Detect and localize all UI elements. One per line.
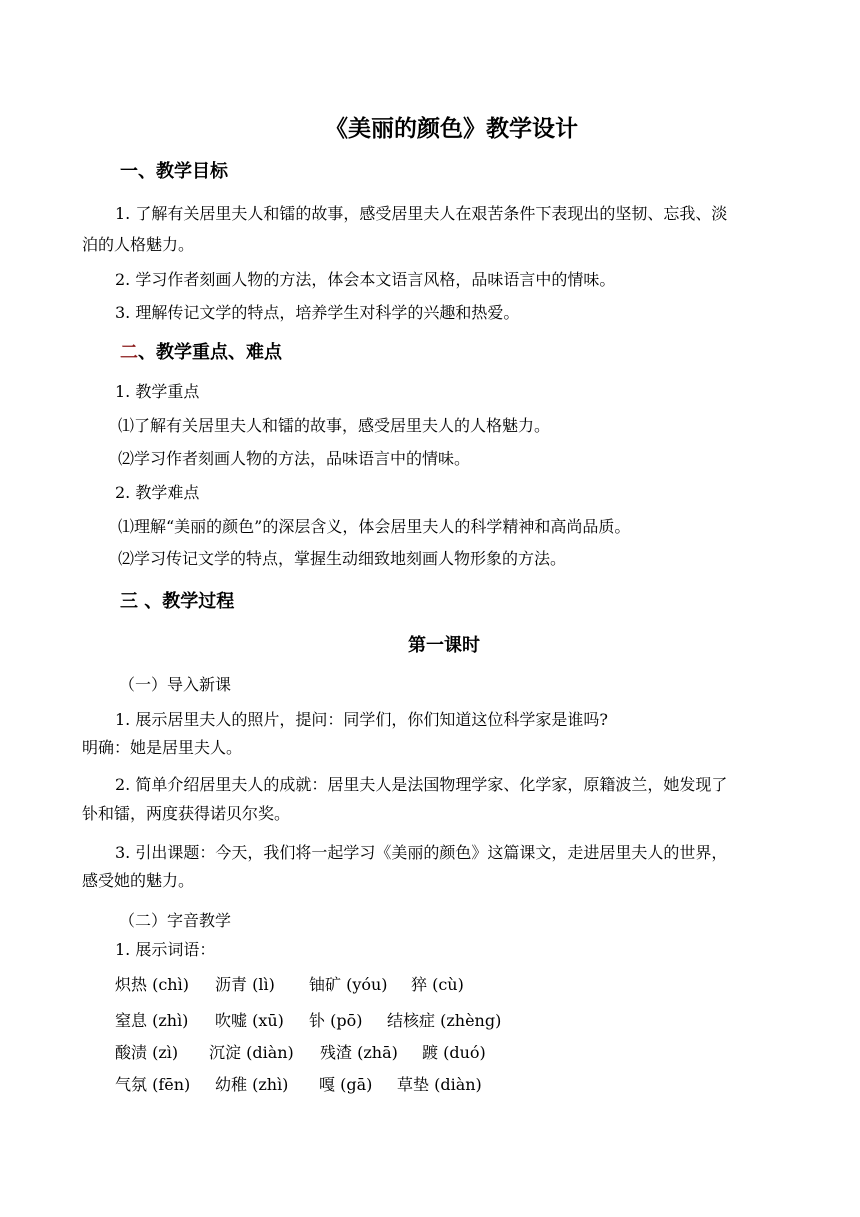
lesson-title: 第一课时 bbox=[408, 635, 480, 656]
vocab-item: 气氛 (fēn) bbox=[115, 1075, 191, 1094]
step1-line2: 明确：她是居里夫人。 bbox=[82, 738, 243, 757]
key-point-1: ⑴了解有关居里夫人和镭的故事，感受居里夫人的人格魅力。 bbox=[118, 416, 551, 435]
part2-heading: （二）字音教学 bbox=[119, 911, 232, 930]
vocab-item: 草垫 (diàn) bbox=[397, 1075, 482, 1094]
vocab-item: 钋 (pō) bbox=[309, 1011, 363, 1030]
key-point-2: ⑵学习作者刻画人物的方法，品味语言中的情味。 bbox=[118, 449, 471, 468]
section2-heading-number: 二 bbox=[120, 342, 138, 363]
vocab-item: 吹嘘 (xū) bbox=[215, 1011, 284, 1030]
step3-line1: 3. 引出课题：今天，我们将一起学习《美丽的颜色》这篇课文，走进居里夫人的世界， bbox=[115, 843, 728, 862]
vocab-item: 窒息 (zhì) bbox=[115, 1011, 189, 1030]
vocab-item: 踱 (duó) bbox=[422, 1043, 486, 1062]
vocab-row bbox=[115, 1075, 482, 1095]
document-title: 《美丽的颜色》教学设计 bbox=[325, 115, 578, 142]
difficult-points-label: 2. 教学难点 bbox=[115, 483, 200, 502]
vocab-item: 炽热 (chì) bbox=[115, 975, 189, 994]
vocab-row bbox=[115, 1011, 501, 1031]
section3-heading: 三 、教学过程 bbox=[120, 591, 235, 612]
step1-line1: 1. 展示居里夫人的照片，提问：同学们，你们知道这位科学家是谁吗? bbox=[115, 710, 608, 729]
vocab-item: 残渣 (zhā) bbox=[320, 1043, 398, 1062]
difficult-point-2: ⑵学习传记文学的特点，掌握生动细致地刻画人物形象的方法。 bbox=[118, 549, 567, 568]
step2-line2: 钋和镭，两度获得诺贝尔奖。 bbox=[82, 804, 291, 823]
vocab-item: 嘎 (gā) bbox=[319, 1075, 373, 1094]
vocab-intro: 1. 展示词语： bbox=[115, 940, 216, 959]
section2-heading bbox=[120, 341, 282, 365]
vocab-item: 幼稚 (zhì) bbox=[215, 1075, 289, 1094]
vocab-item: 酸渍 (zì) bbox=[115, 1043, 179, 1062]
vocab-item: 铀矿 (yóu) bbox=[309, 975, 388, 994]
objective-1-line2: 泊的人格魅力。 bbox=[82, 235, 195, 254]
step2-line1: 2. 简单介绍居里夫人的成就：居里夫人是法国物理学家、化学家，原籍波兰，她发现了 bbox=[115, 775, 728, 794]
objective-3: 3. 理解传记文学的特点，培养学生对科学的兴趣和热爱。 bbox=[115, 303, 520, 322]
vocab-row bbox=[115, 975, 464, 995]
step3-line2: 感受她的魅力。 bbox=[82, 871, 195, 890]
vocab-item: 沉淀 (diàn) bbox=[209, 1043, 294, 1062]
vocab-item: 沥青 (lì) bbox=[215, 975, 275, 994]
vocab-item: 猝 (cù) bbox=[411, 975, 464, 994]
part1-heading: （一）导入新课 bbox=[119, 675, 232, 694]
key-points-label: 1. 教学重点 bbox=[115, 382, 200, 401]
objective-2: 2. 学习作者刻画人物的方法，体会本文语言风格，品味语言中的情味。 bbox=[115, 270, 616, 289]
difficult-point-1: ⑴理解“美丽的颜色”的深层含义，体会居里夫人的科学精神和高尚品质。 bbox=[118, 517, 631, 536]
vocab-row bbox=[115, 1043, 486, 1063]
objective-1-line1: 1. 了解有关居里夫人和镭的故事，感受居里夫人在艰苦条件下表现出的坚韧、忘我、淡 bbox=[115, 204, 728, 223]
vocab-item: 结核症 (zhèng) bbox=[387, 1011, 502, 1030]
section1-heading: 一、教学目标 bbox=[120, 161, 228, 182]
section2-heading-text: 、教学重点、难点 bbox=[138, 342, 282, 363]
